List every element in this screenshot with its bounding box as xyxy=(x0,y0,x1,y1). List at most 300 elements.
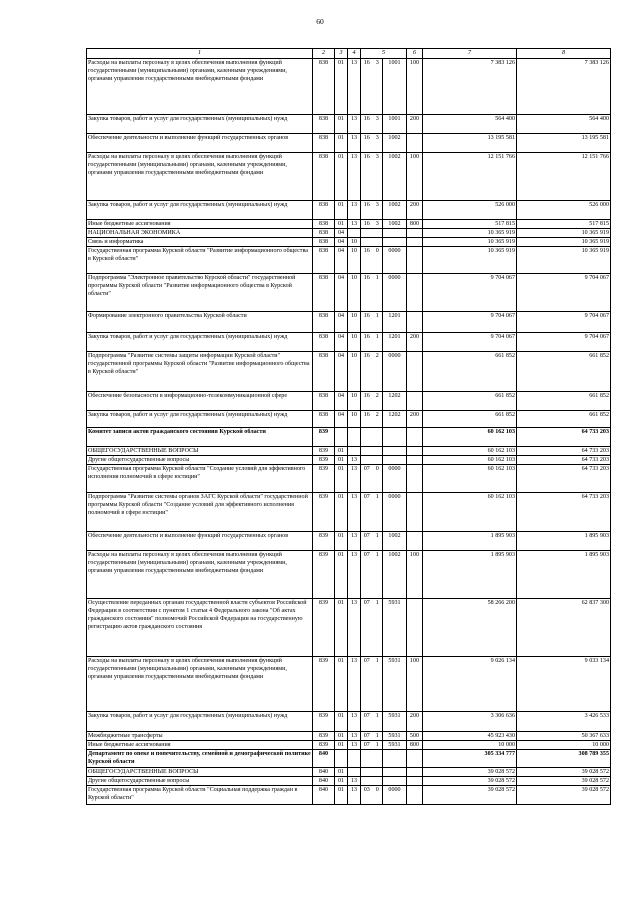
cell-direction: 1201 xyxy=(383,312,407,333)
cell-section: 01 xyxy=(335,134,348,153)
column-header: 2 xyxy=(313,49,335,59)
cell-amount-year2: 13 195 581 xyxy=(517,134,611,153)
cell-admin-code: 840 xyxy=(313,786,335,805)
cell-expense-type xyxy=(407,599,423,657)
cell-admin-code: 838 xyxy=(313,312,335,333)
table-row xyxy=(87,312,611,333)
table-row xyxy=(87,532,611,551)
cell-amount-year2: 1 895 903 xyxy=(517,532,611,551)
table-row xyxy=(87,599,611,657)
cell-direction: 1002 xyxy=(383,153,407,201)
cell-section: 01 xyxy=(335,447,348,456)
cell-subsection: 13 xyxy=(348,456,361,465)
cell-subprogram: 3 xyxy=(373,134,383,153)
cell-direction: 0000 xyxy=(383,247,407,274)
cell-amount-year2: 9 033 134 xyxy=(517,657,611,712)
table-row xyxy=(87,352,611,392)
cell-subsection: 10 xyxy=(348,312,361,333)
cell-amount-year1: 45 923 430 xyxy=(423,732,517,741)
cell-amount-year2: 50 367 633 xyxy=(517,732,611,741)
table-row xyxy=(87,274,611,312)
cell-section: 04 xyxy=(335,352,348,392)
cell-amount-year2: 64 733 203 xyxy=(517,428,611,447)
cell-expense-type xyxy=(407,447,423,456)
cell-program xyxy=(361,750,373,768)
cell-direction: 5931 xyxy=(383,732,407,741)
cell-amount-year2: 10 365 919 xyxy=(517,238,611,247)
table-row xyxy=(87,153,611,201)
table-row xyxy=(87,551,611,599)
cell-expense-type: 100 xyxy=(407,657,423,712)
table-row xyxy=(87,493,611,532)
budget-table xyxy=(86,48,611,805)
row-name: Закупка товаров, работ и услуг для государственных (муниципальных) нужд xyxy=(87,201,313,220)
cell-expense-type xyxy=(407,247,423,274)
cell-program: 16 xyxy=(361,134,373,153)
table-row xyxy=(87,238,611,247)
cell-direction xyxy=(383,428,407,447)
cell-subprogram: 3 xyxy=(373,59,383,115)
cell-section: 01 xyxy=(335,493,348,532)
table-row xyxy=(87,428,611,447)
cell-subprogram: 1 xyxy=(373,599,383,657)
cell-subsection: 10 xyxy=(348,333,361,352)
cell-amount-year2: 12 151 766 xyxy=(517,153,611,201)
cell-section: 01 xyxy=(335,532,348,551)
cell-amount-year1: 1 895 903 xyxy=(423,532,517,551)
row-name: Расходы на выплаты персоналу в целях обеспечения выполнения функций государственными (муниципальными) органами, казенными учреждениями, органами управления государственными внебюджетными фондами xyxy=(87,153,313,201)
cell-amount-year1: 60 162 103 xyxy=(423,456,517,465)
cell-subprogram: 0 xyxy=(373,465,383,493)
cell-amount-year2: 1 895 903 xyxy=(517,551,611,599)
cell-subprogram: 2 xyxy=(373,352,383,392)
table-row xyxy=(87,220,611,229)
cell-admin-code: 838 xyxy=(313,134,335,153)
cell-program: 07 xyxy=(361,732,373,741)
cell-amount-year1: 10 365 919 xyxy=(423,247,517,274)
cell-admin-code: 839 xyxy=(313,447,335,456)
cell-expense-type xyxy=(407,532,423,551)
cell-amount-year2: 517 815 xyxy=(517,220,611,229)
cell-program: 07 xyxy=(361,741,373,750)
cell-admin-code: 839 xyxy=(313,465,335,493)
cell-subsection: 10 xyxy=(348,274,361,312)
cell-section: 01 xyxy=(335,115,348,134)
cell-amount-year1: 10 365 919 xyxy=(423,229,517,238)
row-name: Подпрограмма "Электронное правительство Курской области" государственной программы Курской области "Развитие информационного общества в Курской области" xyxy=(87,274,313,312)
cell-expense-type xyxy=(407,465,423,493)
page-number: 60 xyxy=(316,17,324,26)
cell-subsection: 10 xyxy=(348,238,361,247)
cell-amount-year2: 39 028 572 xyxy=(517,777,611,786)
cell-expense-type xyxy=(407,238,423,247)
cell-subprogram: 1 xyxy=(373,493,383,532)
cell-section: 04 xyxy=(335,274,348,312)
row-name: Связь и информатика xyxy=(87,238,313,247)
cell-program: 07 xyxy=(361,532,373,551)
cell-program xyxy=(361,447,373,456)
cell-amount-year1: 661 852 xyxy=(423,411,517,428)
cell-admin-code: 839 xyxy=(313,493,335,532)
cell-admin-code: 840 xyxy=(313,768,335,777)
cell-subprogram: 3 xyxy=(373,115,383,134)
table-row xyxy=(87,786,611,805)
cell-subprogram: 1 xyxy=(373,333,383,352)
row-name: Закупка товаров, работ и услуг для государственных (муниципальных) нужд xyxy=(87,115,313,134)
cell-admin-code: 838 xyxy=(313,201,335,220)
cell-subsection xyxy=(348,750,361,768)
cell-amount-year1: 526 000 xyxy=(423,201,517,220)
cell-subsection: 13 xyxy=(348,153,361,201)
cell-subsection: 13 xyxy=(348,786,361,805)
cell-subsection: 13 xyxy=(348,465,361,493)
cell-program: 16 xyxy=(361,411,373,428)
cell-subprogram: 0 xyxy=(373,786,383,805)
cell-amount-year1: 39 028 572 xyxy=(423,777,517,786)
cell-program: 07 xyxy=(361,712,373,732)
cell-subsection: 13 xyxy=(348,657,361,712)
cell-subsection xyxy=(348,229,361,238)
cell-program: 16 xyxy=(361,352,373,392)
cell-subsection: 13 xyxy=(348,134,361,153)
cell-section: 01 xyxy=(335,712,348,732)
cell-admin-code: 838 xyxy=(313,220,335,229)
cell-amount-year1: 1 895 903 xyxy=(423,551,517,599)
row-name: Иные бюджетные ассигнования xyxy=(87,220,313,229)
cell-admin-code: 839 xyxy=(313,741,335,750)
cell-amount-year1: 10 000 xyxy=(423,741,517,750)
cell-program xyxy=(361,229,373,238)
cell-section: 04 xyxy=(335,247,348,274)
cell-expense-type xyxy=(407,428,423,447)
cell-direction: 1002 xyxy=(383,201,407,220)
cell-section: 04 xyxy=(335,392,348,411)
column-header: 7 xyxy=(423,49,517,59)
row-name: Межбюджетные трансферты xyxy=(87,732,313,741)
cell-section: 01 xyxy=(335,732,348,741)
cell-section: 01 xyxy=(335,551,348,599)
cell-subsection xyxy=(348,447,361,456)
cell-subprogram: 2 xyxy=(373,411,383,428)
row-name: Подпрограмма "Развитие системы защиты информации Курской области" государственной программы Курской области "Развитие информационного общества в Курской области" xyxy=(87,352,313,392)
cell-amount-year2: 7 383 126 xyxy=(517,59,611,115)
cell-expense-type: 200 xyxy=(407,201,423,220)
cell-amount-year2: 39 028 572 xyxy=(517,768,611,777)
column-number-row xyxy=(87,49,611,59)
cell-subsection: 10 xyxy=(348,392,361,411)
cell-subprogram: 1 xyxy=(373,657,383,712)
cell-direction: 1201 xyxy=(383,333,407,352)
table-row xyxy=(87,741,611,750)
cell-expense-type xyxy=(407,493,423,532)
cell-direction: 0000 xyxy=(383,465,407,493)
cell-direction: 5931 xyxy=(383,657,407,712)
cell-direction: 5931 xyxy=(383,599,407,657)
cell-subsection: 13 xyxy=(348,220,361,229)
cell-section: 04 xyxy=(335,238,348,247)
row-name: Обеспечение деятельности и выполнение функций государственных органов xyxy=(87,532,313,551)
table-row xyxy=(87,447,611,456)
cell-amount-year2: 308 789 355 xyxy=(517,750,611,768)
cell-amount-year2: 661 852 xyxy=(517,411,611,428)
cell-subsection: 13 xyxy=(348,493,361,532)
cell-subsection: 13 xyxy=(348,115,361,134)
cell-expense-type: 100 xyxy=(407,551,423,599)
cell-admin-code: 839 xyxy=(313,456,335,465)
cell-admin-code: 839 xyxy=(313,428,335,447)
cell-subsection xyxy=(348,428,361,447)
cell-subprogram: 1 xyxy=(373,274,383,312)
cell-amount-year2: 526 000 xyxy=(517,201,611,220)
cell-subprogram xyxy=(373,428,383,447)
cell-direction: 1002 xyxy=(383,220,407,229)
cell-amount-year1: 9 026 134 xyxy=(423,657,517,712)
cell-amount-year2: 9 704 067 xyxy=(517,274,611,312)
cell-subsection: 13 xyxy=(348,201,361,220)
row-name: Другие общегосударственные вопросы xyxy=(87,777,313,786)
cell-admin-code: 838 xyxy=(313,411,335,428)
table-row xyxy=(87,247,611,274)
cell-amount-year1: 661 852 xyxy=(423,352,517,392)
cell-amount-year1: 305 334 777 xyxy=(423,750,517,768)
cell-admin-code: 839 xyxy=(313,532,335,551)
cell-subsection: 13 xyxy=(348,732,361,741)
cell-expense-type xyxy=(407,352,423,392)
cell-expense-type xyxy=(407,456,423,465)
cell-subsection: 13 xyxy=(348,59,361,115)
cell-expense-type xyxy=(407,750,423,768)
cell-direction xyxy=(383,768,407,777)
cell-section xyxy=(335,750,348,768)
cell-amount-year2: 39 028 572 xyxy=(517,786,611,805)
table-row xyxy=(87,465,611,493)
cell-expense-type xyxy=(407,777,423,786)
cell-section xyxy=(335,428,348,447)
cell-direction: 0000 xyxy=(383,352,407,392)
table-row xyxy=(87,750,611,768)
cell-direction: 1002 xyxy=(383,134,407,153)
cell-subsection: 10 xyxy=(348,247,361,274)
row-name: Комитет записи актов гражданского состояния Курской области xyxy=(87,428,313,447)
cell-amount-year2: 661 852 xyxy=(517,392,611,411)
row-name: Подпрограмма "Развитие системы органов ЗАГС Курской области" государственной программы Курской области "Создание условий для эффективного исполнения полномочий в сфере юстиции" xyxy=(87,493,313,532)
cell-direction xyxy=(383,456,407,465)
row-name: Обеспечение деятельности и выполнение функций государственных органов xyxy=(87,134,313,153)
cell-direction: 5931 xyxy=(383,741,407,750)
cell-expense-type xyxy=(407,786,423,805)
cell-admin-code: 840 xyxy=(313,777,335,786)
cell-amount-year1: 9 704 067 xyxy=(423,274,517,312)
table-row xyxy=(87,115,611,134)
cell-amount-year1: 13 195 581 xyxy=(423,134,517,153)
cell-section: 01 xyxy=(335,153,348,201)
cell-section: 01 xyxy=(335,777,348,786)
cell-amount-year1: 564 400 xyxy=(423,115,517,134)
row-name: Закупка товаров, работ и услуг для государственных (муниципальных) нужд xyxy=(87,411,313,428)
cell-admin-code: 838 xyxy=(313,115,335,134)
cell-amount-year2: 9 704 067 xyxy=(517,333,611,352)
cell-direction: 5931 xyxy=(383,712,407,732)
row-name: Закупка товаров, работ и услуг для государственных (муниципальных) нужд xyxy=(87,333,313,352)
cell-admin-code: 838 xyxy=(313,153,335,201)
cell-amount-year1: 39 028 572 xyxy=(423,786,517,805)
cell-admin-code: 839 xyxy=(313,732,335,741)
cell-program: 07 xyxy=(361,551,373,599)
cell-direction: 1001 xyxy=(383,59,407,115)
cell-expense-type: 800 xyxy=(407,741,423,750)
cell-amount-year2: 10 365 919 xyxy=(517,247,611,274)
cell-admin-code: 838 xyxy=(313,238,335,247)
cell-program: 16 xyxy=(361,115,373,134)
row-name: Государственная программа Курской области "Социальная поддержка граждан в Курской области" xyxy=(87,786,313,805)
table-row xyxy=(87,134,611,153)
cell-section: 01 xyxy=(335,768,348,777)
row-name: Расходы на выплаты персоналу в целях обеспечения выполнения функций государственными (муниципальными) органами, казенными учреждениями, органами управления государственными внебюджетными фондами xyxy=(87,551,313,599)
cell-expense-type: 500 xyxy=(407,732,423,741)
cell-direction: 0000 xyxy=(383,786,407,805)
cell-subprogram: 0 xyxy=(373,247,383,274)
cell-amount-year1: 7 383 126 xyxy=(423,59,517,115)
cell-section: 04 xyxy=(335,333,348,352)
cell-program xyxy=(361,428,373,447)
column-header: 4 xyxy=(348,49,361,59)
cell-admin-code: 839 xyxy=(313,657,335,712)
cell-expense-type xyxy=(407,229,423,238)
cell-section: 01 xyxy=(335,456,348,465)
cell-amount-year1: 10 365 919 xyxy=(423,238,517,247)
row-name: Департамент по опеке и попечительству, семейной и демографической политике Курской области xyxy=(87,750,313,768)
column-header: 1 xyxy=(87,49,313,59)
cell-admin-code: 838 xyxy=(313,247,335,274)
cell-program: 07 xyxy=(361,465,373,493)
cell-subprogram: 3 xyxy=(373,220,383,229)
cell-admin-code: 839 xyxy=(313,599,335,657)
cell-expense-type: 200 xyxy=(407,115,423,134)
cell-amount-year1: 517 815 xyxy=(423,220,517,229)
cell-amount-year1: 12 151 766 xyxy=(423,153,517,201)
table-row xyxy=(87,732,611,741)
cell-section: 01 xyxy=(335,599,348,657)
cell-admin-code: 838 xyxy=(313,392,335,411)
cell-program: 07 xyxy=(361,657,373,712)
cell-program xyxy=(361,768,373,777)
cell-section: 01 xyxy=(335,59,348,115)
cell-expense-type xyxy=(407,768,423,777)
cell-subprogram xyxy=(373,238,383,247)
cell-subsection: 10 xyxy=(348,352,361,392)
cell-section: 01 xyxy=(335,657,348,712)
row-name: Расходы на выплаты персоналу в целях обеспечения выполнения функций государственными (муниципальными) органами, казенными учреждениями, органами управления государственными внебюджетными фондами xyxy=(87,59,313,115)
row-name: Закупка товаров, работ и услуг для государственных (муниципальных) нужд xyxy=(87,712,313,732)
cell-section: 04 xyxy=(335,312,348,333)
cell-program: 16 xyxy=(361,153,373,201)
cell-expense-type xyxy=(407,134,423,153)
cell-direction xyxy=(383,238,407,247)
cell-direction xyxy=(383,229,407,238)
column-header: 5 xyxy=(361,49,407,59)
cell-subprogram: 1 xyxy=(373,712,383,732)
cell-amount-year2: 64 733 203 xyxy=(517,493,611,532)
cell-direction xyxy=(383,777,407,786)
cell-subprogram: 1 xyxy=(373,551,383,599)
row-name: Другие общегосударственные вопросы xyxy=(87,456,313,465)
cell-subsection: 13 xyxy=(348,599,361,657)
cell-subprogram xyxy=(373,777,383,786)
cell-amount-year2: 9 704 067 xyxy=(517,312,611,333)
cell-section: 01 xyxy=(335,786,348,805)
cell-amount-year2: 10 000 xyxy=(517,741,611,750)
cell-amount-year1: 9 704 067 xyxy=(423,312,517,333)
cell-subprogram: 1 xyxy=(373,732,383,741)
cell-subsection: 13 xyxy=(348,532,361,551)
cell-program: 03 xyxy=(361,786,373,805)
cell-subsection: 13 xyxy=(348,741,361,750)
cell-program: 16 xyxy=(361,333,373,352)
cell-direction xyxy=(383,447,407,456)
cell-program: 16 xyxy=(361,201,373,220)
cell-subsection: 13 xyxy=(348,777,361,786)
row-name: ОБЩЕГОСУДАРСТВЕННЫЕ ВОПРОСЫ xyxy=(87,768,313,777)
cell-expense-type: 100 xyxy=(407,59,423,115)
cell-amount-year1: 60 162 103 xyxy=(423,428,517,447)
cell-amount-year2: 10 365 919 xyxy=(517,229,611,238)
cell-direction: 0000 xyxy=(383,493,407,532)
row-name: НАЦИОНАЛЬНАЯ ЭКОНОМИКА xyxy=(87,229,313,238)
cell-amount-year2: 564 400 xyxy=(517,115,611,134)
cell-subprogram xyxy=(373,447,383,456)
column-header: 6 xyxy=(407,49,423,59)
cell-amount-year2: 661 852 xyxy=(517,352,611,392)
cell-program: 07 xyxy=(361,493,373,532)
cell-subprogram xyxy=(373,456,383,465)
cell-amount-year2: 64 733 203 xyxy=(517,465,611,493)
table-row xyxy=(87,201,611,220)
row-name: Формирование электронного правительства Курской области xyxy=(87,312,313,333)
cell-program: 07 xyxy=(361,599,373,657)
cell-admin-code: 838 xyxy=(313,352,335,392)
cell-amount-year2: 64 733 203 xyxy=(517,447,611,456)
cell-expense-type: 200 xyxy=(407,411,423,428)
cell-admin-code: 840 xyxy=(313,750,335,768)
table-row xyxy=(87,59,611,115)
cell-subprogram: 1 xyxy=(373,532,383,551)
column-header: 8 xyxy=(517,49,611,59)
cell-subprogram: 2 xyxy=(373,392,383,411)
table-row xyxy=(87,333,611,352)
row-name: Обеспечение безопасности в информационно-телекоммуникационной сфере xyxy=(87,392,313,411)
row-name: Осуществление переданных органам государственной власти субъектов Российской Федерации в соответствии с пунктом 1 статьи 4 Федерального закона "Об актах гражданского состояния" полномочий Российской Федерации на государственную регистрацию актов гражданского состояния xyxy=(87,599,313,657)
row-name: Государственная программа Курской области "Создание условий для эффективного исполнения полномочий в сфере юстиции" xyxy=(87,465,313,493)
cell-subprogram: 3 xyxy=(373,201,383,220)
cell-direction: 1001 xyxy=(383,115,407,134)
cell-program: 16 xyxy=(361,312,373,333)
cell-section: 01 xyxy=(335,741,348,750)
cell-direction: 0000 xyxy=(383,274,407,312)
cell-amount-year2: 64 733 203 xyxy=(517,456,611,465)
cell-admin-code: 839 xyxy=(313,712,335,732)
cell-subsection xyxy=(348,768,361,777)
cell-program: 16 xyxy=(361,392,373,411)
table-row xyxy=(87,456,611,465)
cell-program xyxy=(361,777,373,786)
row-name: Государственная программа Курской области "Развитие информационного общества в Курской области" xyxy=(87,247,313,274)
cell-amount-year1: 60 162 103 xyxy=(423,493,517,532)
cell-amount-year1: 60 162 103 xyxy=(423,465,517,493)
row-name: Иные бюджетные ассигнования xyxy=(87,741,313,750)
cell-subprogram: 3 xyxy=(373,153,383,201)
cell-program: 16 xyxy=(361,220,373,229)
cell-expense-type: 200 xyxy=(407,712,423,732)
